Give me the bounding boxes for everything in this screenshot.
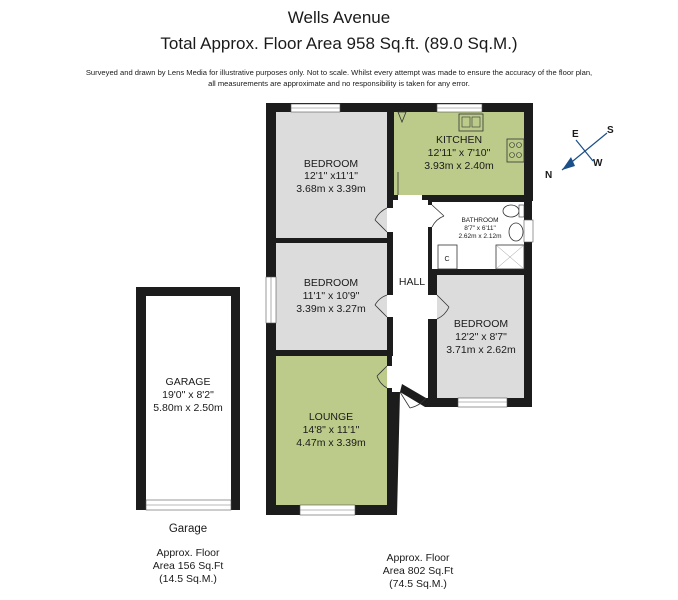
compass [545,125,614,181]
bedroom1-imperial: 12'1" x11'1" [304,170,358,182]
window-bathroom [524,220,533,242]
bedroom2-metric: 3.39m x 3.27m [296,303,366,315]
bedroom3-label: BEDROOM [453,318,509,330]
garage-area-heading: Garage [168,523,208,535]
plan-total-area: Total Approx. Floor Area 958 Sq.ft. (89.0 Sq.M.) [160,34,518,53]
compass-cross [576,140,593,161]
bedroom1-label: BEDROOM [303,158,359,170]
main-area-line1: Approx. Floor [386,552,450,564]
compass-south: S [607,125,614,136]
kitchen-label: KITCHEN [435,134,483,146]
compass-arrow-icon [562,157,575,170]
hall-label: HALL [398,276,426,288]
bedroom3-imperial: 12'2" x 8'7" [455,331,507,343]
kitchen-metric: 3.93m x 2.40m [424,160,494,172]
bathroom-imperial: 8'7" x 6'11" [464,225,496,232]
cupboard-label: C [444,256,450,263]
compass-north: N [545,170,553,181]
compass-east: E [572,129,579,140]
garage-area-line2: Area 156 Sq.Ft [152,560,224,572]
plan-title: Wells Avenue [287,8,391,27]
bedroom2-imperial: 11'1" x 10'9" [302,290,360,302]
garage-area-line3: (14.5 Sq.M.) [159,573,217,585]
lounge-imperial: 14'8" x 11'1" [302,424,360,436]
lounge-metric: 4.47m x 3.39m [296,437,366,449]
garage-label: GARAGE [165,376,211,388]
toilet [503,205,519,217]
main-area-line3: (74.5 Sq.M.) [389,578,447,590]
disclaimer-line-1: Surveyed and drawn by Lens Media for illustrative purposes only. Not to scale. Whilst every attempt was made to ensure the accuracy of the floor plan, [85,68,593,77]
disclaimer-line-2: all measurements are approximate and no responsibility is taken for any error. [208,79,470,88]
bedroom3-metric: 3.71m x 2.62m [446,344,516,356]
compass-west: W [593,158,603,169]
window-bedroom3 [458,398,507,407]
bathroom-metric: 2.62m x 2.12m [458,233,502,240]
main-area-line2: Area 802 Sq.Ft [382,565,454,577]
garage-metric: 5.80m x 2.50m [153,402,223,414]
wall-bedroom1-bedroom2 [276,238,393,243]
kitchen-imperial: 12'11" x 7'10" [427,147,491,159]
wall-bedroom2-lounge [276,350,393,356]
wall-bathroom-bedroom3 [430,269,524,275]
wash-basin [509,223,523,241]
bathroom-label: BATHROOM [461,217,499,224]
bedroom2-label: BEDROOM [303,277,359,289]
bedroom1-metric: 3.68m x 3.39m [296,183,366,195]
garage-area-line1: Approx. Floor [156,547,220,559]
lounge-label: LOUNGE [308,411,354,423]
hall-floor [392,200,428,398]
garage-imperial: 19'0" x 8'2" [162,389,214,401]
